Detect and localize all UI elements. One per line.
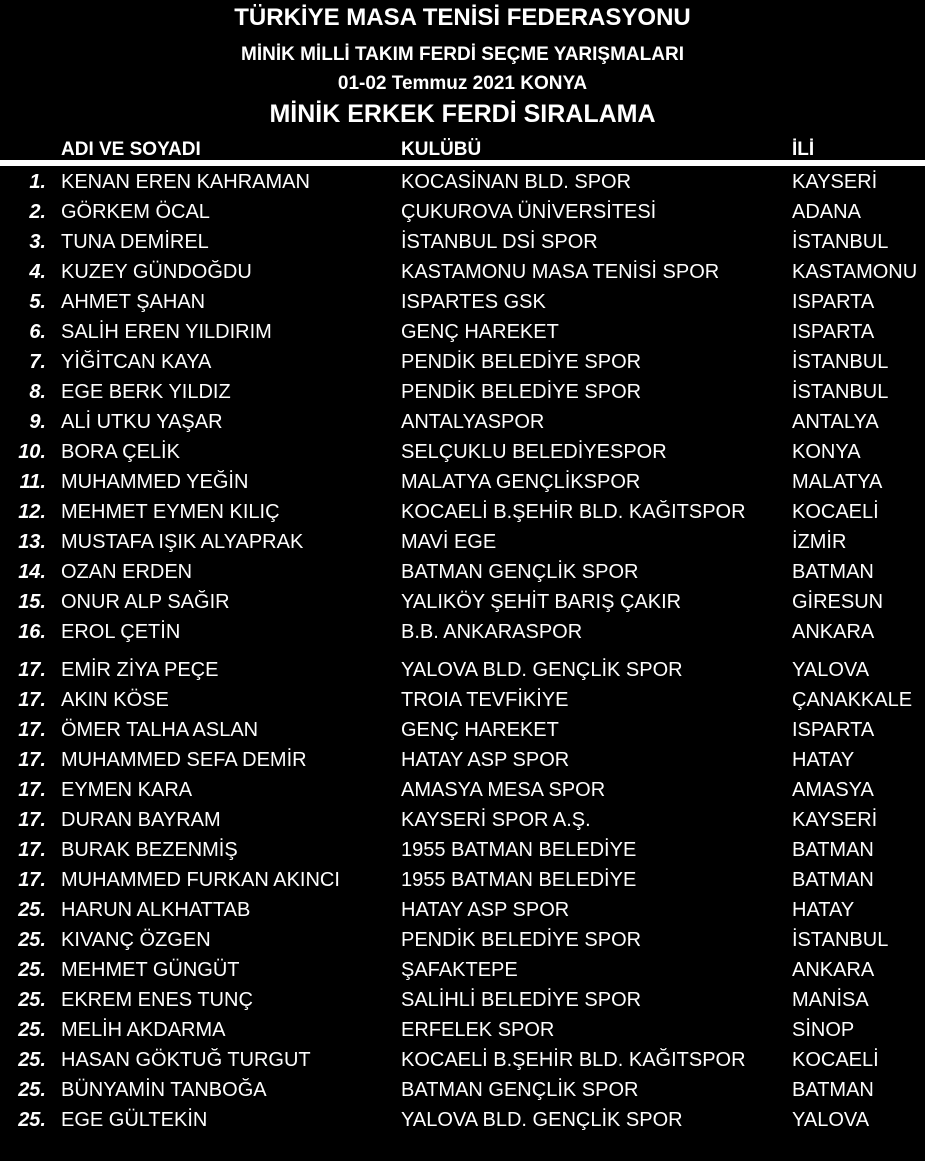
- name-cell: EKREM ENES TUNÇ: [61, 989, 253, 1011]
- rank-cell: 10.: [18, 441, 46, 463]
- rank-cell: 17.: [18, 779, 46, 801]
- club-cell: PENDİK BELEDİYE SPOR: [401, 929, 642, 951]
- rank-cell: 25.: [18, 1019, 46, 1041]
- ranking-title: MİNİK ERKEK FERDİ SIRALAMA: [269, 100, 656, 128]
- club-cell: YALIKÖY ŞEHİT BARIŞ ÇAKIR: [401, 591, 682, 613]
- federation-title: TÜRKİYE MASA TENİSİ FEDERASYONU: [234, 4, 691, 31]
- column-header-city: İLİ: [792, 139, 815, 160]
- city-cell: İSTANBUL: [792, 929, 889, 951]
- rank-cell: 12.: [18, 501, 46, 523]
- club-cell: GENÇ HAREKET: [401, 719, 559, 741]
- club-cell: B.B. ANKARASPOR: [401, 621, 583, 643]
- rank-cell: 17.: [18, 689, 46, 711]
- city-cell: YALOVA: [792, 1109, 870, 1131]
- name-cell: GÖRKEM ÖCAL: [61, 201, 210, 223]
- table-row: [0, 437, 925, 467]
- table-row: [0, 1075, 925, 1105]
- rank-cell: 17.: [18, 809, 46, 831]
- table-row: [0, 197, 925, 227]
- city-cell: ANKARA: [792, 959, 875, 981]
- city-cell: KAYSERİ: [792, 809, 878, 831]
- rank-cell: 17.: [18, 659, 46, 681]
- table-row: [0, 377, 925, 407]
- city-cell: ISPARTA: [792, 719, 875, 741]
- name-cell: MUHAMMED FURKAN AKINCI: [61, 869, 340, 891]
- club-cell: ISPARTES GSK: [401, 291, 546, 313]
- rank-cell: 25.: [18, 1079, 46, 1101]
- table-row: [0, 715, 925, 745]
- city-cell: İSTANBUL: [792, 351, 889, 373]
- rank-cell: 17.: [18, 749, 46, 771]
- table-row: [0, 685, 925, 715]
- club-cell: PENDİK BELEDİYE SPOR: [401, 381, 642, 403]
- club-cell: BATMAN GENÇLİK SPOR: [401, 561, 639, 583]
- name-cell: ONUR ALP SAĞIR: [61, 591, 230, 613]
- name-cell: ALİ UTKU YAŞAR: [61, 411, 223, 433]
- rank-cell: 2.: [29, 201, 46, 223]
- city-cell: ISPARTA: [792, 291, 875, 313]
- name-cell: MUSTAFA IŞIK ALYAPRAK: [61, 531, 304, 553]
- rank-cell: 25.: [18, 899, 46, 921]
- rank-cell: 16.: [18, 621, 46, 643]
- table-row: [0, 1105, 925, 1135]
- rank-cell: 3.: [29, 231, 46, 253]
- club-cell: KOCAELİ B.ŞEHİR BLD. KAĞITSPOR: [401, 1049, 746, 1071]
- table-row: [0, 467, 925, 497]
- club-cell: KAYSERİ SPOR A.Ş.: [401, 809, 591, 831]
- rank-cell: 25.: [18, 1049, 46, 1071]
- table-row: [0, 775, 925, 805]
- table-row: [0, 955, 925, 985]
- city-cell: KOCAELİ: [792, 1049, 879, 1071]
- table-row: [0, 167, 925, 197]
- table-row: [0, 895, 925, 925]
- city-cell: BATMAN: [792, 869, 874, 891]
- club-cell: GENÇ HAREKET: [401, 321, 559, 343]
- city-cell: YALOVA: [792, 659, 870, 681]
- city-cell: MANİSA: [792, 989, 869, 1011]
- name-cell: MUHAMMED YEĞİN: [61, 471, 249, 493]
- city-cell: ÇANAKKALE: [792, 689, 913, 711]
- name-cell: OZAN ERDEN: [61, 561, 193, 583]
- rank-cell: 25.: [18, 929, 46, 951]
- club-cell: ÇUKUROVA ÜNİVERSİTESİ: [401, 201, 657, 223]
- city-cell: BATMAN: [792, 839, 874, 861]
- rank-cell: 7.: [29, 351, 46, 373]
- rank-cell: 25.: [18, 989, 46, 1011]
- city-cell: ADANA: [792, 201, 861, 223]
- city-cell: BATMAN: [792, 561, 874, 583]
- club-cell: TROIA TEVFİKİYE: [401, 689, 569, 711]
- club-cell: YALOVA BLD. GENÇLİK SPOR: [401, 659, 683, 681]
- table-row: [0, 407, 925, 437]
- name-cell: EGE BERK YILDIZ: [61, 381, 231, 403]
- city-cell: İSTANBUL: [792, 381, 889, 403]
- table-row: [0, 865, 925, 895]
- name-cell: BURAK BEZENMİŞ: [61, 839, 238, 861]
- club-cell: PENDİK BELEDİYE SPOR: [401, 351, 642, 373]
- club-cell: İSTANBUL DSİ SPOR: [401, 231, 598, 253]
- name-cell: DURAN BAYRAM: [61, 809, 221, 831]
- rank-cell: 15.: [18, 591, 46, 613]
- rank-cell: 25.: [18, 959, 46, 981]
- city-cell: ANTALYA: [792, 411, 879, 433]
- table-row: [0, 745, 925, 775]
- name-cell: YİĞİTCAN KAYA: [61, 351, 212, 373]
- rank-cell: 6.: [29, 321, 46, 343]
- city-cell: KOCAELİ: [792, 501, 879, 523]
- name-cell: BORA ÇELİK: [61, 441, 180, 463]
- table-row: [0, 347, 925, 377]
- city-cell: SİNOP: [792, 1019, 855, 1041]
- city-cell: MALATYA: [792, 471, 883, 493]
- name-cell: MUHAMMED SEFA DEMİR: [61, 749, 307, 771]
- club-cell: KOCASİNAN BLD. SPOR: [401, 171, 632, 193]
- name-cell: KUZEY GÜNDOĞDU: [61, 261, 252, 283]
- name-cell: HASAN GÖKTUĞ TURGUT: [61, 1049, 311, 1071]
- table-row: [0, 557, 925, 587]
- rank-cell: 17.: [18, 839, 46, 861]
- name-cell: MEHMET GÜNGÜT: [61, 959, 240, 981]
- event-date-place: 01-02 Temmuz 2021 KONYA: [337, 73, 588, 94]
- city-cell: ISPARTA: [792, 321, 875, 343]
- name-cell: KIVANÇ ÖZGEN: [61, 929, 211, 951]
- table-row: [0, 1045, 925, 1075]
- club-cell: ŞAFAKTEPE: [401, 959, 518, 981]
- city-cell: KONYA: [792, 441, 861, 463]
- table-row: [0, 655, 925, 685]
- table-row: [0, 617, 925, 647]
- name-cell: AKIN KÖSE: [61, 689, 169, 711]
- table-row: [0, 587, 925, 617]
- event-title: MİNİK MİLLİ TAKIM FERDİ SEÇME YARIŞMALARI: [241, 44, 684, 65]
- city-cell: HATAY: [792, 749, 855, 771]
- table-row: [0, 497, 925, 527]
- rank-cell: 17.: [18, 719, 46, 741]
- club-cell: BATMAN GENÇLİK SPOR: [401, 1079, 639, 1101]
- table-row: [0, 1015, 925, 1045]
- table-row: [0, 527, 925, 557]
- table-row: [0, 227, 925, 257]
- club-cell: ERFELEK SPOR: [401, 1019, 555, 1041]
- rank-cell: 25.: [18, 1109, 46, 1131]
- table-row: [0, 835, 925, 865]
- rank-cell: 11.: [19, 471, 46, 493]
- club-cell: MALATYA GENÇLİKSPOR: [401, 471, 641, 493]
- name-cell: MELİH AKDARMA: [61, 1019, 226, 1041]
- club-cell: AMASYA MESA SPOR: [401, 779, 606, 801]
- club-cell: SALİHLİ BELEDİYE SPOR: [401, 989, 642, 1011]
- table-row: [0, 257, 925, 287]
- city-cell: İZMİR: [792, 531, 847, 553]
- table-row: [0, 805, 925, 835]
- table-row: [0, 985, 925, 1015]
- name-cell: KENAN EREN KAHRAMAN: [61, 171, 310, 193]
- rank-cell: 4.: [29, 261, 46, 283]
- rank-cell: 9.: [29, 411, 46, 433]
- name-cell: ÖMER TALHA ASLAN: [61, 719, 259, 741]
- name-cell: TUNA DEMİREL: [61, 231, 209, 253]
- club-cell: HATAY ASP SPOR: [401, 749, 570, 771]
- name-cell: EMİR ZİYA PEÇE: [61, 659, 219, 681]
- rank-cell: 5.: [29, 291, 46, 313]
- name-cell: EROL ÇETİN: [61, 621, 181, 643]
- club-cell: KOCAELİ B.ŞEHİR BLD. KAĞITSPOR: [401, 501, 746, 523]
- city-cell: ANKARA: [792, 621, 875, 643]
- rank-cell: 17.: [18, 869, 46, 891]
- table-row: [0, 287, 925, 317]
- club-cell: MAVİ EGE: [401, 531, 497, 553]
- club-cell: ANTALYASPOR: [401, 411, 545, 433]
- city-cell: İSTANBUL: [792, 231, 889, 253]
- city-cell: KASTAMONU: [792, 261, 918, 283]
- club-cell: 1955 BATMAN BELEDİYE: [401, 869, 637, 891]
- rank-cell: 8.: [29, 381, 46, 403]
- club-cell: SELÇUKLU BELEDİYESPOR: [401, 441, 667, 463]
- club-cell: HATAY ASP SPOR: [401, 899, 570, 921]
- rank-cell: 14.: [18, 561, 46, 583]
- name-cell: MEHMET EYMEN KILIÇ: [61, 501, 280, 523]
- name-cell: AHMET ŞAHAN: [61, 291, 206, 313]
- city-cell: AMASYA: [792, 779, 874, 801]
- club-cell: 1955 BATMAN BELEDİYE: [401, 839, 637, 861]
- city-cell: KAYSERİ: [792, 171, 878, 193]
- name-cell: EYMEN KARA: [61, 779, 193, 801]
- club-cell: YALOVA BLD. GENÇLİK SPOR: [401, 1109, 683, 1131]
- name-cell: HARUN ALKHATTAB: [61, 899, 251, 921]
- name-cell: SALİH EREN YILDIRIM: [61, 321, 272, 343]
- name-cell: EGE GÜLTEKİN: [61, 1109, 208, 1131]
- city-cell: HATAY: [792, 899, 855, 921]
- table-row: [0, 925, 925, 955]
- table-row: [0, 317, 925, 347]
- column-header-club: KULÜBÜ: [401, 139, 482, 160]
- city-cell: BATMAN: [792, 1079, 874, 1101]
- column-header-name: ADI VE SOYADI: [61, 139, 201, 160]
- rank-cell: 13.: [18, 531, 46, 553]
- city-cell: GİRESUN: [792, 591, 884, 613]
- rank-cell: 1.: [29, 171, 46, 193]
- club-cell: KASTAMONU MASA TENİSİ SPOR: [401, 261, 720, 283]
- name-cell: BÜNYAMİN TANBOĞA: [61, 1079, 267, 1101]
